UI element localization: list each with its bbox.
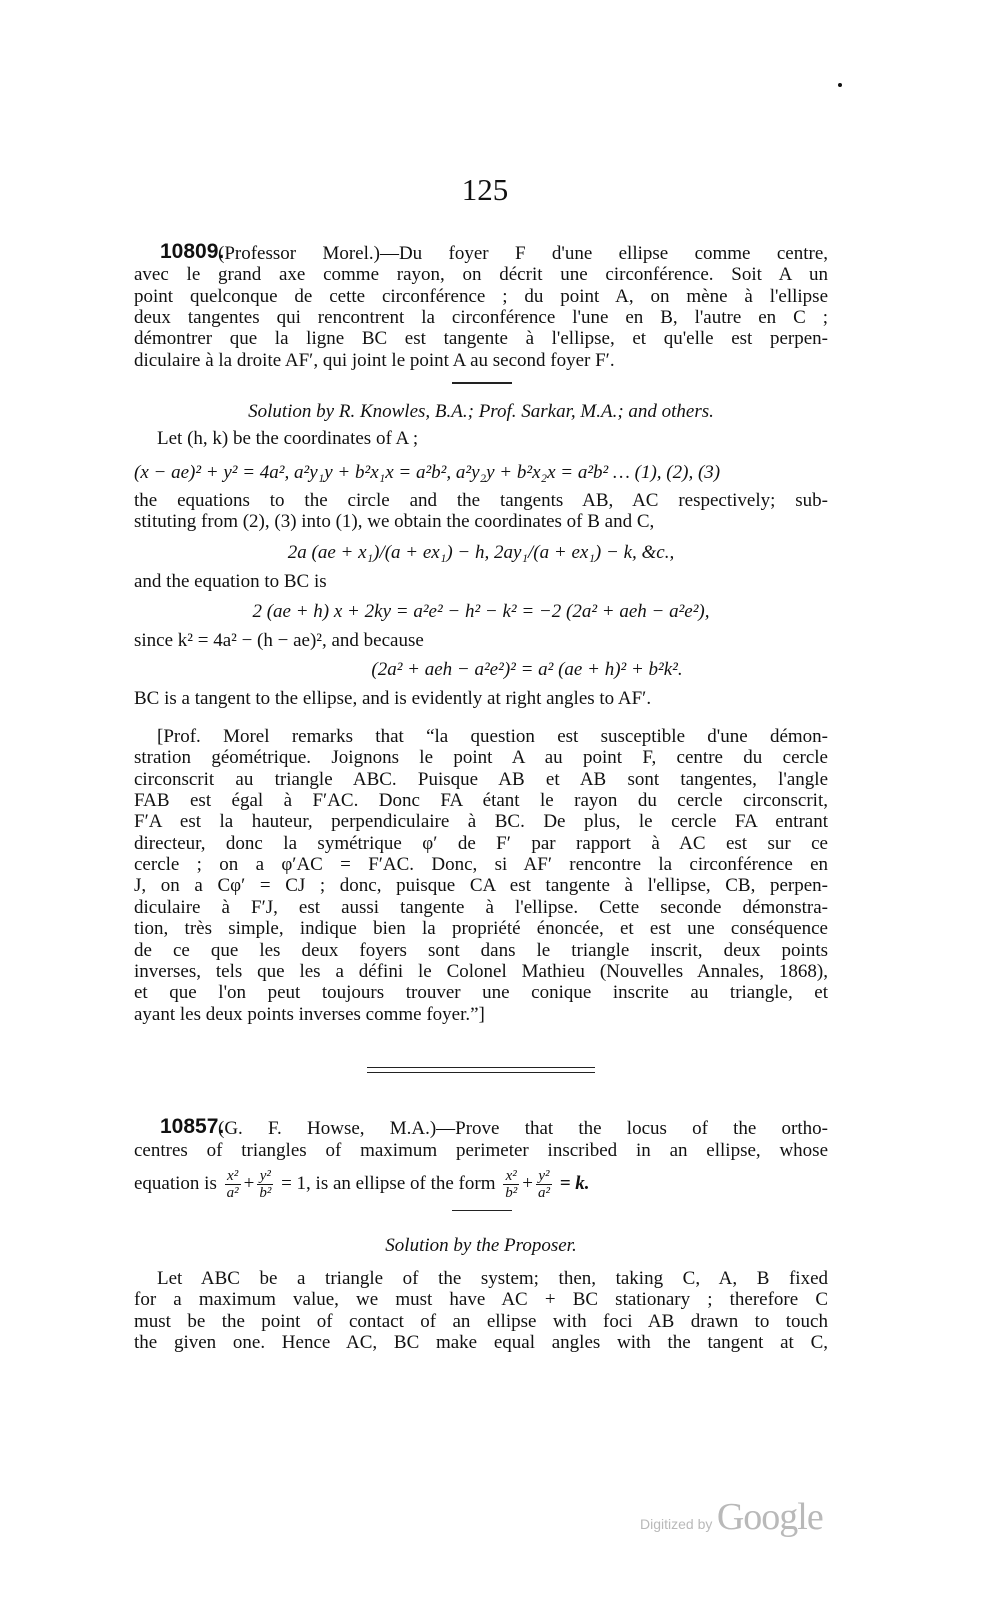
double-rule-bottom — [367, 1072, 595, 1073]
speck — [838, 83, 842, 87]
equation-line: (2a² + aeh − a²e²)² = a² (ae + h)² + b²k². — [371, 659, 683, 680]
short-rule — [452, 382, 512, 384]
fraction — [503, 1168, 519, 1201]
problem-10809-line: (Professor Morel.)—Du foyer F d'une ellipse comme centre, — [218, 243, 828, 264]
equation-line: (x − ae)² + y² = 4a², a²y₁y + b²x₁x = a²b², a²y₂y + b²x₂x = a²b² … (1), (2), (3) — [134, 462, 721, 483]
remark-line: FAB est égal à F′AC. Donc FA étant le rayon du cercle circonscrit, — [134, 790, 828, 811]
page-number: 125 — [461, 172, 509, 207]
solution-heading: Solution by the Proposer. — [385, 1235, 577, 1256]
problem-10809-line: deux tangentes qui rencontrent la circonférence l'une en B, l'autre en C ; — [134, 307, 828, 328]
fraction — [225, 1168, 241, 1201]
numerator: y² — [259, 1168, 271, 1184]
problem-10809-line: diculaire à la droite AF′, qui joint le point A au second foyer F′. — [134, 350, 615, 371]
denominator: b² — [259, 1185, 272, 1201]
numerator: x² — [505, 1168, 517, 1184]
google-logo: Google — [716, 1496, 823, 1538]
denominator: a² — [537, 1185, 550, 1201]
double-rule-top — [367, 1067, 595, 1068]
solution-line: since k² = 4a² − (h − ae)², and because — [134, 630, 424, 651]
problem2-equation-line — [134, 1168, 828, 1201]
remark-line: et que l'on peut toujours trouver une conique inscrite au triangle, et — [134, 982, 828, 1003]
remark-line: de ce que les deux foyers sont dans le triangle inscrit, deux points — [134, 940, 828, 961]
solution-line: must be the point of contact of an ellipse with foci AB drawn to touch — [134, 1311, 828, 1332]
plus: + — [522, 1172, 533, 1194]
remark-line: inverses, tels que les a défini le Colonel Mathieu (Nouvelles Annales, 1868), — [134, 961, 828, 982]
fraction — [536, 1168, 552, 1201]
solution-line: the equations to the circle and the tangents AB, AC respectively; sub- — [134, 490, 828, 511]
problem-number: 10857. — [160, 1115, 225, 1138]
solution-heading: Solution by R. Knowles, B.A.; Prof. Sarkar, M.A.; and others. — [248, 401, 714, 422]
equation-line: 2 (ae + h) x + 2ky = a²e² − h² − k² = −2 (2a² + aeh − a²e²), — [252, 601, 710, 622]
problem-number: 10809. — [160, 240, 225, 263]
solution-line: for a maximum value, we must have AC + BC stationary ; therefore C — [134, 1289, 828, 1310]
watermark-prefix: Digitized by — [640, 1516, 713, 1532]
solution-line: Let ABC be a triangle of the system; then, taking C, A, B fixed — [157, 1268, 828, 1289]
solution-line: stituting from (2), (3) into (1), we obtain the coordinates of B and C, — [134, 511, 655, 532]
problem-10809-line: point quelconque de cette circonférence ; du point A, on mène à l'ellipse — [134, 286, 828, 307]
problem-10857-line: (G. F. Howse, M.A.)—Prove that the locus of the ortho- — [218, 1118, 828, 1139]
numerator: y² — [538, 1168, 550, 1184]
remark-line: stration géométrique. Joignons le point A au point F, centre du cercle — [134, 747, 828, 768]
remark-line: cercle ; on a φ′AC = F′AC. Donc, si AF′ rencontre la circonférence en — [134, 854, 828, 875]
remark-line: diculaire à F′J, est aussi tangente à l'ellipse. Cette seconde démonstra- — [134, 897, 828, 918]
numerator: x² — [227, 1168, 239, 1184]
plus: + — [243, 1172, 255, 1194]
denominator: a² — [226, 1185, 239, 1201]
eq-mid: = 1, is an ellipse of the form — [281, 1172, 496, 1194]
solution-line: BC is a tangent to the ellipse, and is evidently at right angles to AF′. — [134, 688, 652, 709]
eq-end: = k. — [559, 1172, 590, 1194]
remark-line: J, on a Cφ′ = CJ ; donc, puisque CA est tangente à l'ellipse, CB, perpen- — [134, 875, 828, 896]
remark-line: [Prof. Morel remarks that “la question est susceptible d'une démon- — [157, 726, 828, 747]
eq-prefix: equation is — [134, 1172, 217, 1194]
equation-line: 2a (ae + x₁)/(a + ex₁) − h, 2ay₁/(a + ex₁) − k, &c., — [287, 542, 675, 563]
denominator: b² — [505, 1185, 518, 1201]
remark-line: circonscrit au triangle ABC. Puisque AB et AB sont tangentes, l'angle — [134, 769, 828, 790]
google-watermark — [640, 1495, 823, 1539]
remark-line: F′A est la hauteur, perpendiculaire à BC. De plus, le cercle FA entrant — [134, 811, 828, 832]
remark-line: directeur, donc la symétrique φ′ de F′ par rapport à AC est sur ce — [134, 833, 828, 854]
solution-line: the given one. Hence AC, BC make equal angles with the tangent at C, — [134, 1332, 828, 1353]
problem-10809-line: démontrer que la ligne BC est tangente à l'ellipse, et qu'elle est perpen- — [134, 328, 828, 349]
solution-line: and the equation to BC is — [134, 571, 327, 592]
solution-line: Let (h, k) be the coordinates of A ; — [157, 428, 419, 449]
fraction — [257, 1168, 273, 1201]
problem-10809-line: avec le grand axe comme rayon, on décrit une circonférence. Soit A un — [134, 264, 828, 285]
problem-10857-line: centres of triangles of maximum perimeter inscribed in an ellipse, whose — [134, 1140, 828, 1161]
short-rule-2 — [452, 1210, 512, 1211]
remark-line: ayant les deux points inverses comme foyer.”] — [134, 1004, 485, 1025]
remark-line: tion, très simple, indique bien la propriété énoncée, et est une conséquence — [134, 918, 828, 939]
